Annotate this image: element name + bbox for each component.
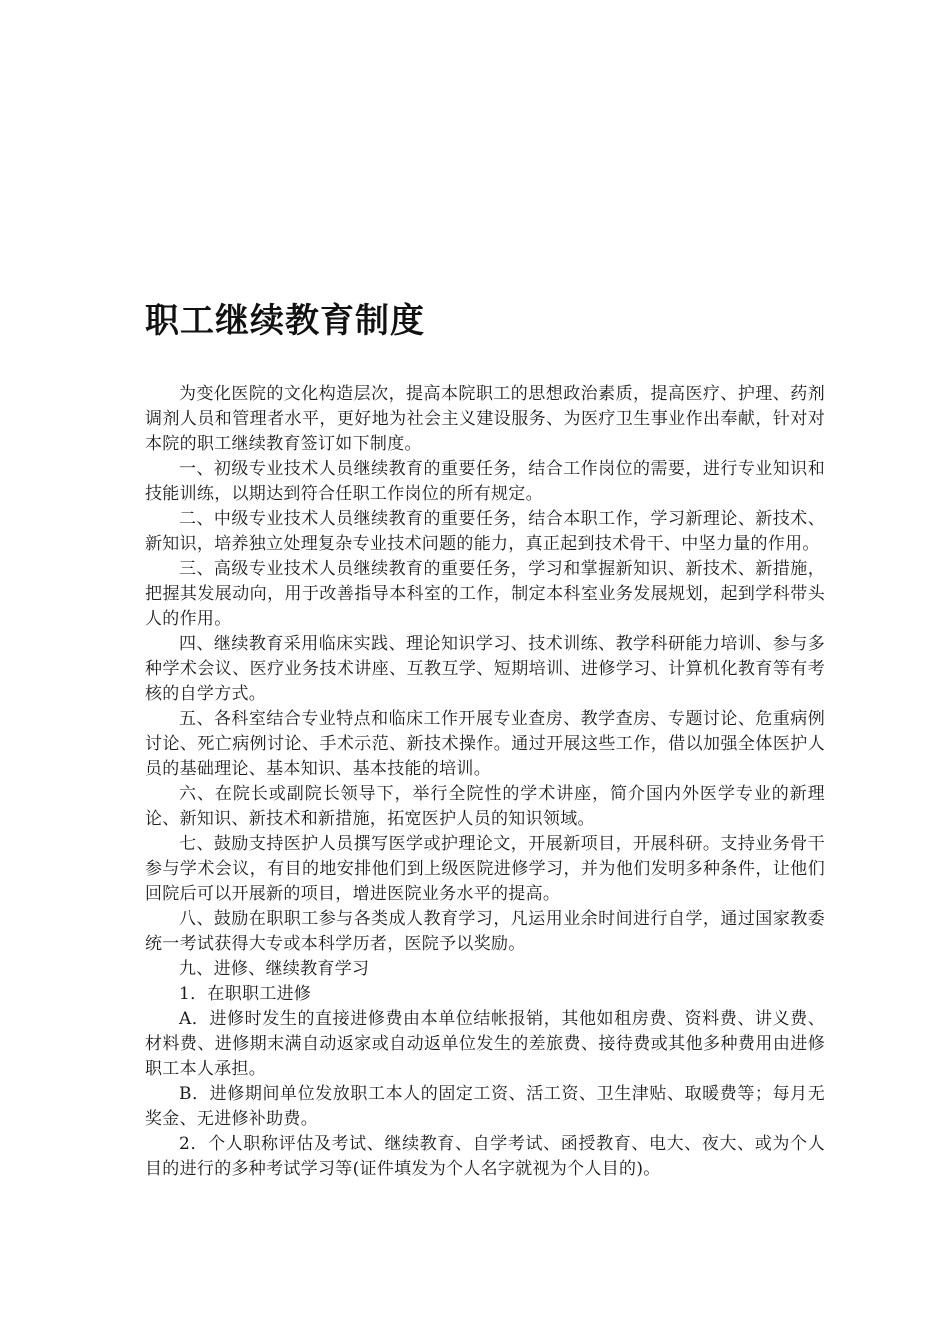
paragraph-item-7: 七、鼓励支持医护人员撰写医学或护理论文，开展新项目，开展科研。支持业务骨干参与学术会议，有目的地安排他们到上级医院进修学习，并为他们发明多种条件，让他们回院后可以开展新的项目，增进医院业务水平的提高。 bbox=[145, 834, 825, 904]
document-page bbox=[145, 296, 825, 1182]
paragraph-item-5: 五、各科室结合专业特点和临床工作开展专业查房、教学查房、专题讨论、危重病例讨论、死亡病例讨论、手术示范、新技术操作。通过开展这些工作，借以加强全体医护人员的基础理论、基本知识、基本技能的培训。 bbox=[145, 709, 825, 779]
paragraph-item-4: 四、继续教育采用临床实践、理论知识学习、技术训练、教学科研能力培训、参与多种学术会议、医疗业务技术讲座、互教互学、短期培训、进修学习、计算机化教育等有考核的自学方式。 bbox=[145, 634, 825, 704]
paragraph-sub-1: 1．在职职工进修 bbox=[179, 984, 312, 1004]
paragraph-sub-2: 2．个人职称评估及考试、继续教育、自学考试、函授教育、电大、夜大、或为个人目的进行的多种考试学习等(证件填发为个人名字就视为个人目的)。 bbox=[145, 1134, 825, 1179]
document-body bbox=[145, 382, 825, 1182]
paragraph-item-3: 三、高级专业技术人员继续教育的重要任务，学习和掌握新知识、新技术、新措施，把握其发展动向，用于改善指导本科室的工作，制定本科室业务发展规划，起到学科带头人的作用。 bbox=[145, 559, 825, 629]
paragraph-item-2: 二、中级专业技术人员继续教育的重要任务，结合本职工作，学习新理论、新技术、新知识，培养独立处理复杂专业技术问题的能力，真正起到技术骨干、中坚力量的作用。 bbox=[145, 509, 825, 554]
paragraph-sub-1b: B．进修期间单位发放职工本人的固定工资、活工资、卫生津贴、取暖费等；每月无奖金、无进修补助费。 bbox=[145, 1084, 825, 1129]
paragraph-intro: 为变化医院的文化构造层次，提高本院职工的思想政治素质，提高医疗、护理、药剂调剂人员和管理者水平，更好地为社会主义建设服务、为医疗卫生事业作出奉献，针对对本院的职工继续教育签订如下制度。 bbox=[145, 384, 825, 454]
paragraph-item-9: 九、进修、继续教育学习 bbox=[179, 959, 370, 979]
paragraph-item-8: 八、鼓励在职职工参与各类成人教育学习，凡运用业余时间进行自学，通过国家教委统一考试获得大专或本科学历者，医院予以奖励。 bbox=[145, 909, 825, 954]
document-title: 职工继续教育制度 bbox=[145, 301, 425, 341]
paragraph-sub-1a: A．进修时发生的直接进修费由本单位结帐报销，其他如租房费、资料费、讲义费、材料费、进修期末满自动返家或自动返单位发生的差旅费、接待费或其他多种费用由进修职工本人承担。 bbox=[145, 1009, 825, 1079]
paragraph-item-6: 六、在院长或副院长领导下，举行全院性的学术讲座，简介国内外医学专业的新理论、新知识、新技术和新措施，拓宽医护人员的知识领域。 bbox=[145, 784, 825, 829]
paragraph-item-1: 一、初级专业技术人员继续教育的重要任务，结合工作岗位的需要，进行专业知识和技能训练，以期达到符合任职工作岗位的所有规定。 bbox=[145, 459, 825, 504]
